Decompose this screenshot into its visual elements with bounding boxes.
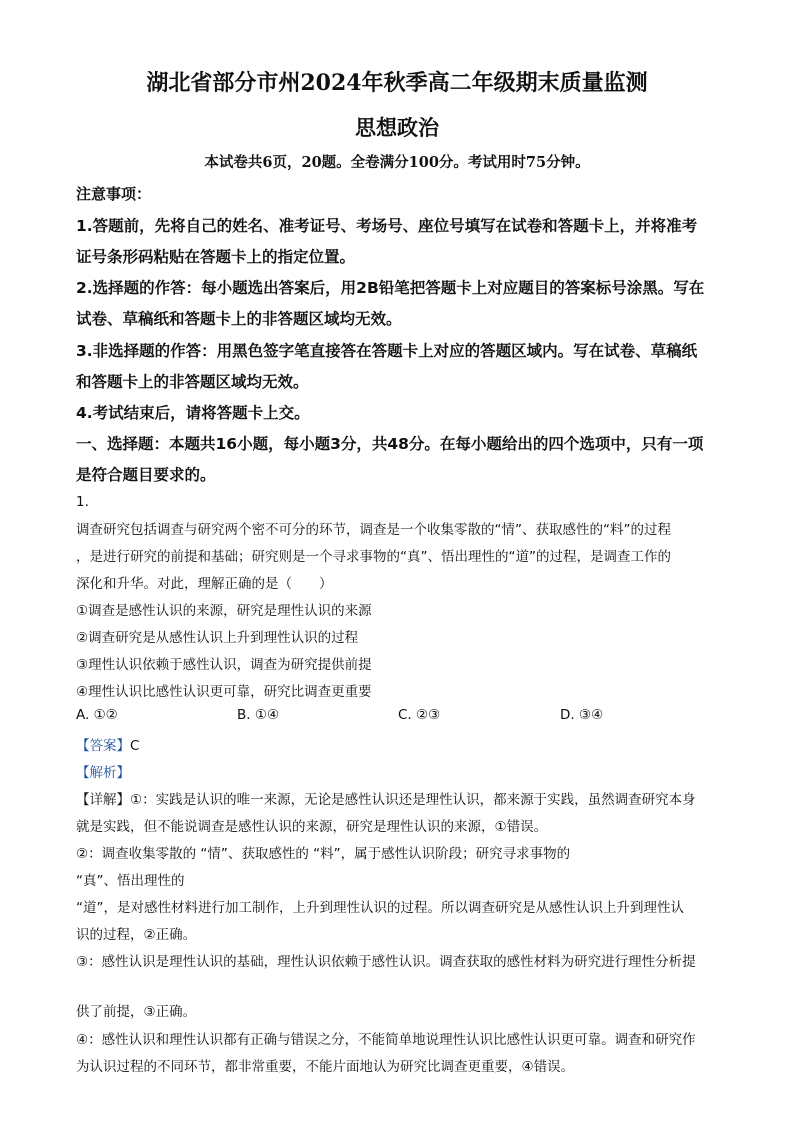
notice-line: 和答题卡上的非答题区域均无效。: [76, 373, 309, 391]
answer-line: [76, 734, 139, 754]
detail-tag: 【详解】: [76, 792, 130, 808]
page-title: 湖北省部分市州2024年秋季高二年级期末质量监测: [146, 70, 648, 96]
option-b: B. ①④: [237, 707, 280, 723]
statement-item: ③理性认识依赖于感性认识，调查为研究提供前提: [76, 657, 372, 673]
answer-tag: 【答案】: [76, 738, 130, 754]
detail-line: 为认识过程的不同环节，都非常重要，不能片面地认为研究比调查更重要，④错误。: [76, 1059, 575, 1075]
question-stem-line: 深化和升华。对此，理解正确的是（ ）: [76, 576, 333, 592]
statement-item: ①调查是感性认识的来源，研究是理性认识的来源: [76, 603, 372, 619]
statement-item: ④理性认识比感性认识更可靠，研究比调查更重要: [76, 684, 372, 700]
notice-line: 3.非选择题的作答：用黑色签字笔直接答在答题卡上对应的答题区域内。写在试卷、草稿纸: [76, 342, 698, 360]
answer-value: C: [130, 738, 140, 754]
question-stem-line: ，是进行研究的前提和基础；研究则是一个寻求事物的“真”、悟出理性的“道”的过程，是调查工作的: [76, 549, 671, 565]
statement-item: ②调查研究是从感性认识上升到理性认识的过程: [76, 630, 359, 646]
option-d: D. ③④: [560, 707, 604, 723]
question-number: 1.: [76, 494, 89, 510]
detail-text: ①：实践是认识的唯一来源，无论是感性认识还是理性认识，都来源于实践，虽然调查研究本身: [130, 792, 696, 808]
notice-line: 2.选择题的作答：每小题选出答案后，用2B铅笔把答题卡上对应题目的答案标号涂黑。写在: [76, 279, 705, 297]
section-heading: 是符合题目要求的。: [76, 466, 216, 484]
detail-line: “道”，是对感性材料进行加工制作，上升到理性认识的过程。所以调查研究是从感性认识上升到理性认: [76, 900, 684, 916]
analysis-tag: 【解析】: [76, 765, 130, 781]
detail-line: 就是实践，但不能说调查是感性认识的来源，研究是理性认识的来源，①错误。: [76, 819, 548, 835]
option-a: A. ①②: [76, 707, 118, 723]
exam-info: 本试卷共6页，20题。全卷满分100分。考试用时75分钟。: [204, 154, 590, 171]
detail-line: ②：调查收集零散的 “情”、获取感性的 “料”，属于感性认识阶段；研究寻求事物的: [76, 846, 571, 862]
question-stem-line: 调查研究包括调查与研究两个密不可分的环节，调查是一个收集零散的“情”、获取感性的“料”的过程: [76, 522, 671, 538]
detail-line: [76, 788, 696, 808]
section-heading: 一、选择题：本题共16小题，每小题3分，共48分。在每小题给出的四个选项中，只有一项: [76, 435, 704, 453]
option-c: C. ②③: [398, 707, 441, 723]
notice-line: 证号条形码粘贴在答题卡上的指定位置。: [76, 248, 356, 266]
detail-line: 供了前提，③正确。: [76, 1004, 197, 1020]
notice-line: 试卷、草稿纸和答题卡上的非答题区域均无效。: [76, 310, 402, 328]
detail-line: 识的过程，②正确。: [76, 927, 197, 943]
detail-line: “真”、悟出理性的: [76, 873, 185, 889]
detail-line: ③：感性认识是理性认识的基础，理性认识依赖于感性认识。调查获取的感性材料为研究进行理性分析提: [76, 954, 696, 970]
notice-line: 1.答题前，先将自己的姓名、准考证号、考场号、座位号填写在试卷和答题卡上，并将准考: [76, 217, 698, 235]
subject-title: 思想政治: [355, 115, 439, 140]
notice-line: 4.考试结束后，请将答题卡上交。: [76, 404, 310, 422]
notice-heading: 注意事项：: [76, 185, 152, 203]
detail-line: ④：感性认识和理性认识都有正确与错误之分，不能简单地说理性认识比感性认识更可靠。调查和研究作: [76, 1032, 696, 1048]
